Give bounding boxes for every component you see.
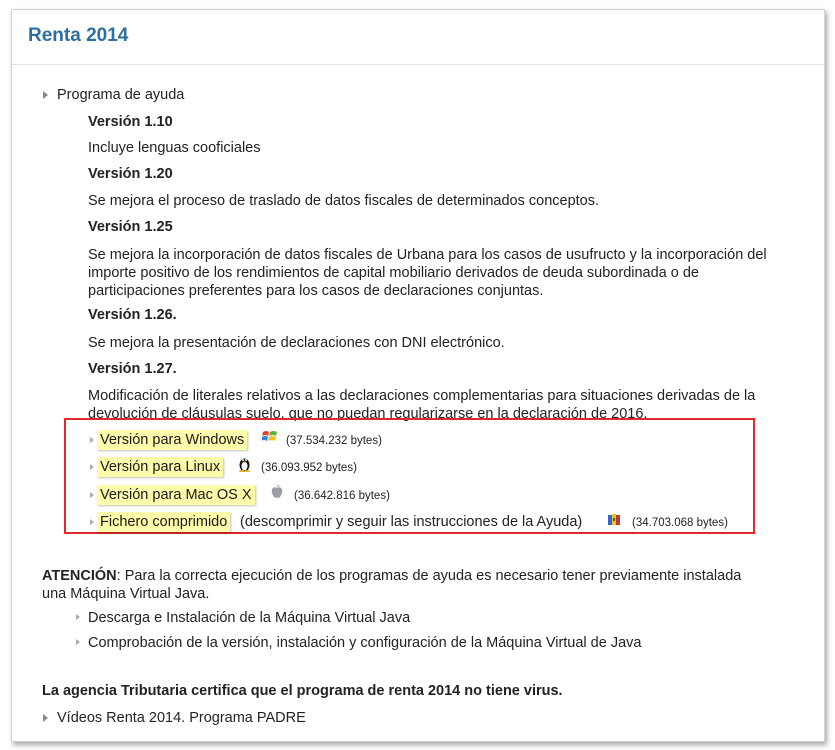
download-mac-link[interactable]: Versión para Mac OS X bbox=[97, 485, 255, 505]
desc-line: devolución de cláusulas suelo, que no puedan regularizarse en la declaración de 2016. bbox=[88, 406, 648, 422]
desc-line: participaciones preferentes para los casos de declaraciones conjuntas. bbox=[88, 283, 544, 299]
download-compressed-link[interactable]: Fichero comprimido bbox=[97, 512, 230, 532]
version-desc bbox=[88, 246, 818, 300]
file-size: (36.642.816 bytes) bbox=[294, 490, 390, 502]
notice-text: : Para la correcta ejecución de los programas de ayuda es necesario tener previamente instalada bbox=[116, 568, 742, 584]
list-arrow-icon bbox=[76, 614, 80, 620]
download-windows-link[interactable]: Versión para Windows bbox=[97, 430, 247, 450]
panel-header bbox=[12, 10, 824, 65]
file-size: (34.703.068 bytes) bbox=[632, 517, 728, 529]
notice-label: ATENCIÓN bbox=[42, 568, 117, 584]
version-title: Versión 1.25 bbox=[88, 219, 173, 235]
file-size: (36.093.952 bytes) bbox=[261, 462, 357, 474]
expand-arrow-icon bbox=[43, 714, 48, 722]
version-title: Versión 1.26. bbox=[88, 307, 177, 323]
linux-tux-icon bbox=[238, 456, 251, 472]
list-arrow-icon bbox=[90, 437, 94, 443]
version-title: Versión 1.10 bbox=[88, 114, 173, 130]
list-arrow-icon bbox=[90, 492, 94, 498]
file-size: (37.534.232 bytes) bbox=[286, 435, 382, 447]
virus-free-statement: La agencia Tributaria certifica que el programa de renta 2014 no tiene virus. bbox=[42, 683, 563, 699]
desc-line: importe positivo de los rendimientos de capital mobiliario derivados de deuda subordinada o de bbox=[88, 265, 699, 281]
notice-text: una Máquina Virtual Java. bbox=[42, 586, 210, 602]
videos-link[interactable]: Vídeos Renta 2014. Programa PADRE bbox=[57, 710, 306, 726]
version-desc: Incluye lenguas cooficiales bbox=[88, 140, 261, 156]
java-notice bbox=[42, 567, 812, 603]
version-desc: Se mejora el proceso de traslado de datos fiscales de determinados conceptos. bbox=[88, 193, 600, 209]
list-arrow-icon bbox=[76, 639, 80, 645]
program-help-link[interactable]: Programa de ayuda bbox=[57, 87, 185, 103]
windows-icon bbox=[262, 430, 278, 444]
apple-icon bbox=[270, 484, 284, 499]
desc-line: Modificación de literales relativos a las declaraciones complementarias para situaciones derivadas de la bbox=[88, 388, 756, 404]
list-arrow-icon bbox=[90, 464, 94, 470]
java-download-link[interactable]: Descarga e Instalación de la Máquina Virtual Java bbox=[88, 610, 411, 626]
desc-line: Se mejora la incorporación de datos fiscales de Urbana para los casos de usufructo y la incorporación del bbox=[88, 247, 767, 263]
page-title: Renta 2014 bbox=[28, 25, 129, 46]
compressed-instructions: (descomprimir y seguir las instrucciones de la Ayuda) bbox=[240, 514, 583, 530]
list-arrow-icon bbox=[90, 519, 94, 525]
expand-arrow-icon bbox=[43, 91, 48, 99]
version-desc: Se mejora la presentación de declaraciones con DNI electrónico. bbox=[88, 335, 505, 351]
version-title: Versión 1.20 bbox=[88, 166, 173, 182]
java-check-link[interactable]: Comprobación de la versión, instalación y configuración de la Máquina Virtual de Java bbox=[88, 635, 642, 651]
download-linux-link[interactable]: Versión para Linux bbox=[97, 457, 223, 477]
version-title: Versión 1.27. bbox=[88, 361, 177, 377]
archive-icon bbox=[607, 512, 622, 527]
